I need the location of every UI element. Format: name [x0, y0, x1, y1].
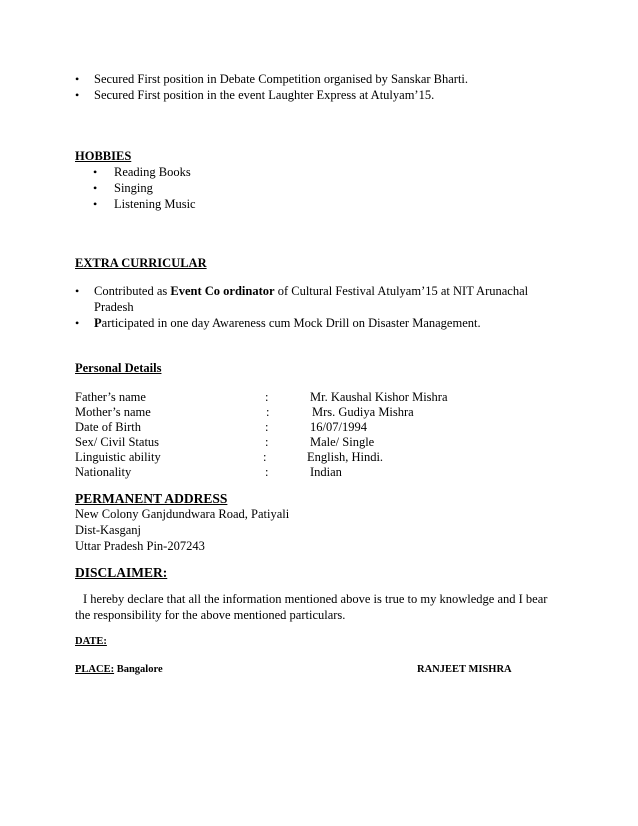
bullet-icon: • [93, 197, 98, 211]
place-value: Bangalore [116, 664, 163, 675]
detail-value: Male/ Single [310, 435, 375, 449]
detail-separator: : [265, 465, 269, 479]
hobbies-list [93, 164, 196, 212]
detail-separator: : [265, 390, 269, 404]
list-item [75, 283, 595, 315]
date-label: DATE: [75, 636, 107, 647]
address-line: Dist-Kasganj [75, 523, 141, 537]
detail-value: Mr. Kaushal Kishor Mishra [310, 390, 448, 404]
detail-separator: : [263, 450, 267, 464]
achievements-list [75, 71, 595, 103]
extra-text: articipated in one day Awareness cum Mock Drill on Disaster Management. [101, 316, 481, 330]
list-item [75, 87, 595, 103]
place-label: PLACE: [75, 664, 115, 675]
extra-text: of Cultural Festival Atulyam’15 at NIT Arunachal [274, 284, 529, 298]
detail-separator: : [265, 420, 269, 434]
detail-value: English, Hindi. [307, 450, 384, 464]
detail-value: Indian [310, 465, 342, 479]
hobby-text: Listening Music [114, 197, 196, 211]
list-item [75, 315, 595, 331]
detail-label: Sex/ Civil Status [75, 435, 160, 449]
detail-value: 16/07/1994 [310, 420, 367, 434]
achievement-text: Secured First position in the event Laughter Express at Atulyam’15. [94, 88, 435, 102]
bullet-icon: • [75, 284, 80, 298]
detail-label: Linguistic ability [75, 450, 161, 464]
address-block [75, 506, 289, 554]
bullet-icon: • [93, 165, 98, 179]
list-item [93, 164, 196, 180]
bullet-icon: • [75, 72, 80, 86]
hobby-text: Reading Books [114, 165, 191, 179]
permanent-address-heading: PERMANENT ADDRESS [75, 491, 228, 506]
bullet-icon: • [75, 88, 80, 102]
detail-value: Mrs. Gudiya Mishra [312, 405, 414, 419]
detail-label: Nationality [75, 465, 132, 479]
personal-details-heading: Personal Details [75, 361, 162, 375]
list-item [93, 196, 196, 212]
detail-separator: : [265, 435, 269, 449]
list-item [75, 71, 595, 87]
extra-emphasis: Event Co ordinator [170, 284, 275, 298]
address-line: Uttar Pradesh Pin-207243 [75, 539, 205, 553]
address-line: New Colony Ganjdundwara Road, Patiyali [75, 507, 290, 521]
extra-curricular-list [75, 283, 595, 331]
detail-separator: : [266, 405, 270, 419]
disclaimer-heading: DISCLAIMER: [75, 565, 168, 580]
disclaimer-line: the responsibility for the above mentioned particulars. [75, 608, 346, 622]
extra-text: Contributed as [94, 284, 171, 298]
list-item [93, 180, 196, 196]
bullet-icon: • [75, 316, 80, 330]
extra-curricular-heading: EXTRA CURRICULAR [75, 256, 207, 270]
extra-emphasis: P [94, 316, 102, 330]
detail-label: Father’s name [75, 390, 146, 404]
disclaimer-line: I hereby declare that all the information mentioned above is true to my knowledge and I bear [83, 592, 548, 606]
achievement-text: Secured First position in Debate Competition organised by Sanskar Bharti. [94, 72, 469, 86]
signatory-name: RANJEET MISHRA [417, 664, 512, 675]
bullet-icon: • [93, 181, 98, 195]
hobbies-heading: HOBBIES [75, 149, 132, 163]
hobby-text: Singing [114, 181, 153, 195]
detail-label: Date of Birth [75, 420, 141, 434]
place-line [75, 664, 163, 675]
detail-label: Mother’s name [75, 405, 151, 419]
extra-text: Pradesh [94, 300, 134, 314]
disclaimer-text [75, 591, 605, 623]
